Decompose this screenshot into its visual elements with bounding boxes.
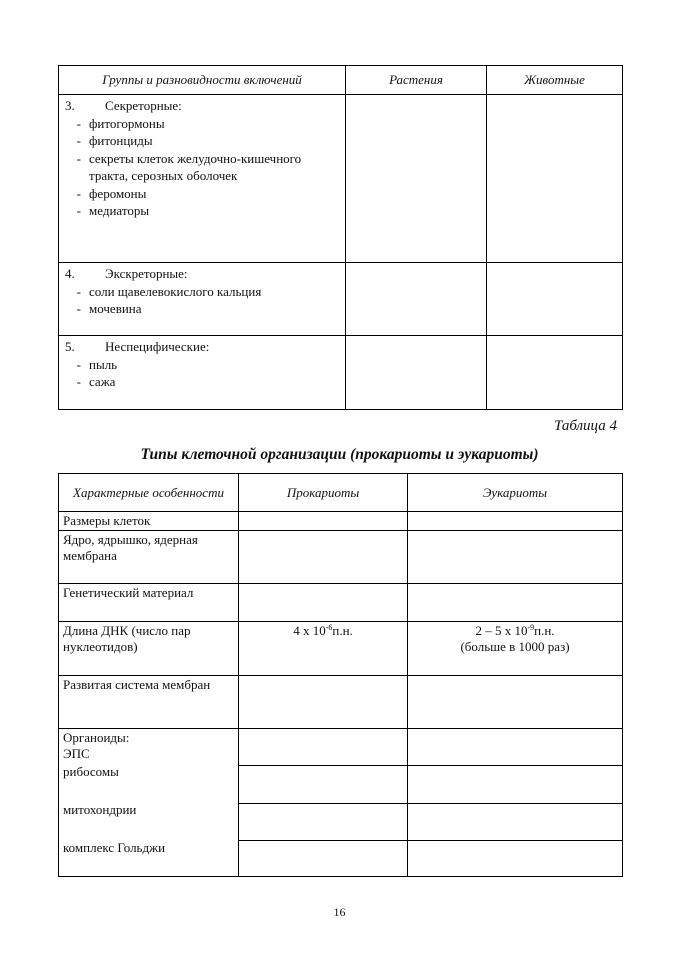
prokaryote-cell: [239, 512, 408, 531]
organoids-title: Органоиды:: [63, 730, 130, 745]
eukaryote-cell: [408, 766, 623, 804]
feature-cell: Размеры клеток: [59, 512, 239, 531]
prokaryote-cell: [239, 841, 408, 877]
column-header: Животные: [487, 66, 623, 95]
eukaryote-cell: [408, 841, 623, 877]
animals-cell: [487, 336, 623, 410]
feature-cell: Генетический материал: [59, 584, 239, 622]
eukaryote-cell: [408, 804, 623, 841]
group-cell: [59, 336, 346, 410]
list-item: - пыль: [76, 356, 118, 372]
table-caption: Таблица 4: [554, 418, 617, 434]
plants-cell: [346, 336, 487, 410]
column-header: Характерные особенности: [59, 474, 239, 512]
animals-cell: [487, 95, 623, 263]
animals-cell: [487, 263, 623, 336]
table-row: [59, 263, 623, 336]
table-header-row: [59, 474, 623, 512]
group-title: Неспецифические:: [105, 339, 210, 354]
group-number: 3.: [65, 98, 75, 113]
organoid-item: комплекс Гольджи: [63, 840, 166, 855]
group-title: Экскреторные:: [105, 266, 188, 281]
list-item: - мочевина: [76, 301, 142, 316]
cell-organization-table: [58, 473, 623, 877]
eukaryote-cell: [408, 729, 623, 766]
eukaryote-dna-length: 2 – 5 х $10^{-9}п.н$. (больше в 1000 раз): [408, 622, 623, 676]
page-number: 16: [333, 905, 346, 919]
list-item: - фитогормоны: [76, 115, 165, 131]
list-item: - медиаторы: [76, 203, 150, 218]
prokaryote-cell: [239, 531, 408, 584]
list-item: - сажа: [76, 374, 116, 389]
feature-cell: Развитая система мембран: [59, 676, 239, 729]
table-heading: Типы клеточной организации (прокариоты и эукариоты): [140, 446, 539, 463]
eukaryote-cell: [408, 676, 623, 729]
plants-cell: [346, 263, 487, 336]
eukaryote-cell: [408, 584, 623, 622]
group-cell: [59, 263, 346, 336]
plants-cell: [346, 95, 487, 263]
group-cell: [59, 95, 346, 263]
table-row: [59, 336, 623, 410]
group-number: 4.: [65, 266, 75, 281]
list-item: - фитонциды: [76, 133, 153, 148]
prokaryote-dna-length: 4 х $10^{-6}п.н$.: [239, 622, 408, 676]
prokaryote-cell: [239, 584, 408, 622]
organoid-item: митохондрии: [63, 802, 137, 817]
table-row: [59, 622, 623, 676]
organoid-item: рибосомы: [63, 764, 119, 779]
table-row: [59, 95, 623, 263]
table-row: [59, 584, 623, 622]
prokaryote-cell: [239, 729, 408, 766]
inclusions-table: [58, 65, 623, 410]
column-header: Прокариоты: [239, 474, 408, 512]
column-header: Растения: [346, 66, 487, 95]
table-header-row: [59, 66, 623, 95]
table-row: [59, 531, 623, 584]
table-row: [59, 676, 623, 729]
prokaryote-cell: [239, 766, 408, 804]
table-row: [59, 729, 623, 766]
list-item: - секреты клеток желудочно-кишечного тракта, серозных оболочек: [76, 150, 302, 183]
table-row: [59, 512, 623, 531]
column-header: Эукариоты: [408, 474, 623, 512]
list-item: - феромоны: [76, 185, 147, 201]
column-header: Группы и разновидности включений: [59, 66, 346, 95]
eukaryote-cell: [408, 531, 623, 584]
list-item: - соли щавелевокислого кальция: [76, 283, 262, 299]
prokaryote-cell: [239, 804, 408, 841]
group-title: Секреторные:: [105, 98, 182, 113]
eukaryote-cell: [408, 512, 623, 531]
feature-cell: Ядро, ядрышко, ядерная мембрана: [59, 531, 239, 584]
organoids-cell: [59, 729, 239, 877]
group-number: 5.: [65, 339, 75, 354]
prokaryote-cell: [239, 676, 408, 729]
feature-cell: Длина ДНК (число пар нуклеотидов): [59, 622, 239, 676]
organoid-item: ЭПС: [63, 746, 90, 761]
